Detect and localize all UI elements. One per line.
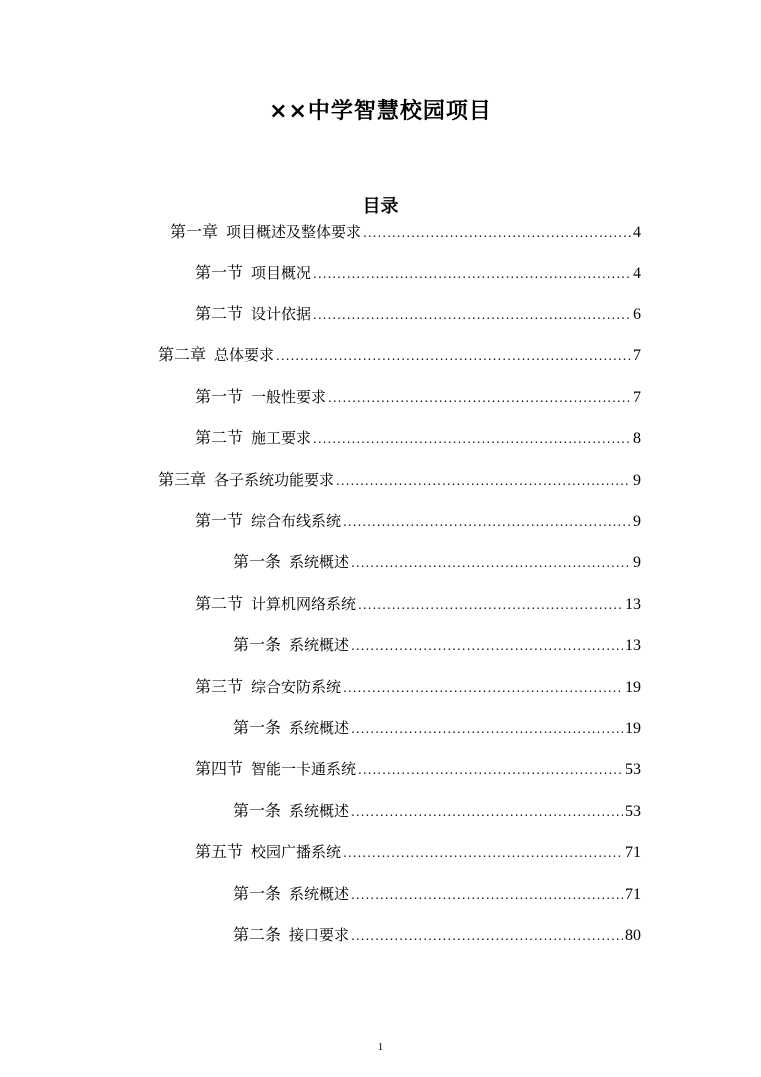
toc-entry-number: 第四节 — [195, 759, 244, 778]
toc-entry-number: 第一节 — [195, 511, 244, 530]
toc-entry-number: 第二节 — [195, 304, 244, 323]
toc-entry-title: 系统概述 — [289, 802, 350, 820]
toc-entry-number: 第三节 — [195, 677, 244, 696]
toc-entry-section[interactable] — [195, 676, 641, 698]
toc-entry-chapter[interactable] — [170, 221, 641, 243]
toc-entry-title: 系统概述 — [289, 885, 350, 903]
toc-entry-page: 7 — [633, 389, 641, 406]
toc-entry-title: 智能一卡通系统 — [251, 760, 357, 778]
toc-dot-leader — [276, 345, 631, 367]
toc-entry-title: 综合布线系统 — [251, 512, 342, 530]
toc-entry-page: 13 — [625, 637, 641, 654]
toc-entry-number: 第一章 — [170, 222, 219, 241]
toc-entry-number: 第二节 — [195, 428, 244, 447]
toc-entry-title: 总体要求 — [214, 346, 275, 364]
toc-entry-title: 设计依据 — [251, 305, 312, 323]
toc-dot-leader — [358, 594, 623, 616]
toc-entry-article[interactable] — [233, 634, 641, 656]
toc-entry-page: 9 — [633, 513, 641, 530]
toc-entry-page: 19 — [625, 679, 641, 696]
toc-entry-page: 9 — [633, 472, 641, 489]
toc-heading: 目录 — [362, 196, 399, 217]
toc-entry-section[interactable] — [195, 510, 641, 532]
toc-entry-article[interactable] — [233, 883, 641, 905]
toc-entry-article[interactable] — [233, 717, 641, 739]
toc-entry-number: 第二节 — [195, 594, 244, 613]
toc-entry-section[interactable] — [195, 386, 641, 408]
toc-dot-leader — [343, 842, 623, 864]
document-title: ××中学智慧校园项目 — [269, 99, 492, 124]
toc-dot-leader — [351, 925, 623, 947]
toc-entry-section[interactable] — [195, 758, 641, 780]
toc-dot-leader — [313, 304, 631, 326]
toc-entry-chapter[interactable] — [158, 469, 641, 491]
toc-entry-section[interactable] — [195, 593, 641, 615]
toc-entry-number: 第二章 — [158, 345, 207, 364]
toc-entry-article[interactable] — [233, 551, 641, 573]
toc-entry-page: 4 — [633, 224, 641, 241]
toc-entry-page: 19 — [625, 720, 641, 737]
toc-dot-leader — [343, 677, 623, 699]
page-number: 1 — [377, 1041, 384, 1053]
toc-entry-section[interactable] — [195, 841, 641, 863]
toc-dot-leader — [313, 263, 631, 285]
toc-entry-page: 71 — [625, 886, 641, 903]
toc-entry-number: 第一条 — [233, 884, 282, 903]
toc-entry-title: 接口要求 — [289, 926, 350, 944]
toc-entry-number: 第一节 — [195, 263, 244, 282]
toc-entry-title: 系统概述 — [289, 553, 350, 571]
toc-entry-article[interactable] — [233, 800, 641, 822]
toc-entry-page: 9 — [633, 554, 641, 571]
toc-dot-leader — [351, 635, 623, 657]
toc-entry-page: 4 — [633, 265, 641, 282]
toc-entry-title: 计算机网络系统 — [251, 595, 357, 613]
toc-entry-title: 系统概述 — [289, 636, 350, 654]
toc-dot-leader — [351, 718, 623, 740]
toc-entry-number: 第一条 — [233, 552, 282, 571]
toc-entry-section[interactable] — [195, 427, 641, 449]
toc-dot-leader — [363, 222, 631, 244]
toc-dot-leader — [328, 387, 631, 409]
toc-entry-number: 第三章 — [158, 470, 207, 489]
toc-entry-title: 各子系统功能要求 — [214, 471, 335, 489]
toc-entry-page: 6 — [633, 306, 641, 323]
toc-entry-number: 第二条 — [233, 925, 282, 944]
toc-entry-title: 项目概述及整体要求 — [226, 223, 362, 241]
toc-entry-page: 80 — [625, 927, 641, 944]
toc-entry-article[interactable] — [233, 924, 641, 946]
toc-dot-leader — [336, 470, 631, 492]
toc-entry-title: 系统概述 — [289, 719, 350, 737]
toc-entry-number: 第一条 — [233, 635, 282, 654]
toc-entry-number: 第一条 — [233, 801, 282, 820]
toc-entry-chapter[interactable] — [158, 344, 641, 366]
toc-entry-title: 一般性要求 — [251, 388, 327, 406]
toc-dot-leader — [351, 552, 631, 574]
toc-entry-section[interactable] — [195, 303, 641, 325]
toc-dot-leader — [313, 428, 631, 450]
toc-dot-leader — [343, 511, 631, 533]
toc-dot-leader — [351, 801, 623, 823]
toc-entry-page: 8 — [633, 430, 641, 447]
toc-entry-title: 项目概况 — [251, 264, 312, 282]
toc-entry-title: 校园广播系统 — [251, 843, 342, 861]
toc-entry-page: 53 — [625, 761, 641, 778]
toc-entry-title: 综合安防系统 — [251, 678, 342, 696]
toc-dot-leader — [358, 759, 623, 781]
toc-entry-section[interactable] — [195, 262, 641, 284]
toc-entry-page: 13 — [625, 596, 641, 613]
toc-entry-page: 7 — [633, 347, 641, 364]
toc-entry-title: 施工要求 — [251, 429, 312, 447]
toc-dot-leader — [351, 884, 623, 906]
toc-entry-number: 第一节 — [195, 387, 244, 406]
toc-entry-number: 第五节 — [195, 842, 244, 861]
toc-entry-number: 第一条 — [233, 718, 282, 737]
toc-entry-page: 53 — [625, 803, 641, 820]
toc-entry-page: 71 — [625, 844, 641, 861]
